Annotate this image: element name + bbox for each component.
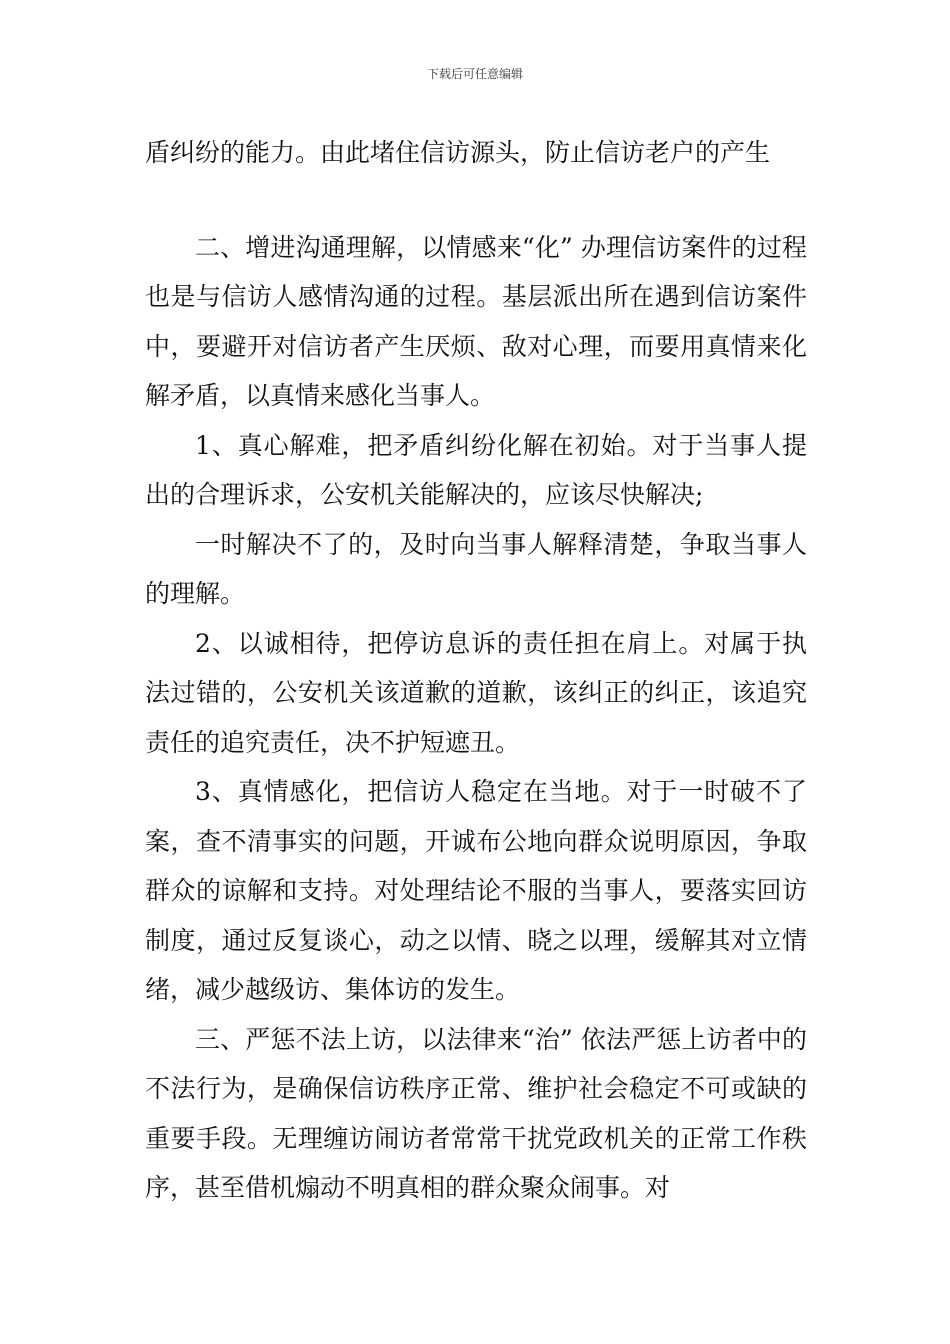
paragraph-continuation: 盾纠纷的能力。由此堵住信访源头，防止信访老户的产生 (145, 138, 771, 167)
paragraph-item-three: 3、真情感化，把信访人稳定在当地。对于一时破不了案，查不清事实的问题，开诚布公地向群众说明原因，争取群众的谅解和支持。对处理结论不服的当事人，要落实回访制度，通过反复谈心，动之以情、晓之以理，缓解其对立情绪，减少越级访、集体访的发生。 (145, 777, 807, 1004)
page-header-note: 下载后可任意编辑 (426, 67, 523, 81)
paragraph-section-two: 二、增进沟通理解，以情感来“化” 办理信访案件的过程也是与信访人感情沟通的过程。基层派出所在遇到信访案件中，要避开对信访者产生厌烦、敌对心理，而要用真情来化解矛盾，以真情来感化当事人。 (145, 232, 807, 410)
paragraph-item-one-continued: 一时解决不了的，及时向当事人解释清楚，争取当事人的理解。 (145, 529, 807, 608)
document-body (145, 128, 807, 1213)
paragraph-section-three: 三、严惩不法上访，以法律来“治” 依法严惩上访者中的不法行为，是确保信访秩序正常、维护社会稳定不可或缺的重要手段。无理缠访闹访者常常干扰党政机关的正常工作秩序，甚至借机煽动不明真相的群众聚众闹事。对 (145, 1024, 807, 1202)
paragraph-item-one: 1、真心解难，把矛盾纠纷化解在初始。对于当事人提出的合理诉求，公安机关能解决的，应该尽快解决; (145, 430, 807, 509)
paragraph-item-two: 2、以诚相待，把停访息诉的责任担在肩上。对属于执法过错的，公安机关该道歉的道歉，该纠正的纠正，该追究责任的追究责任，决不护短遮丑。 (145, 628, 807, 757)
